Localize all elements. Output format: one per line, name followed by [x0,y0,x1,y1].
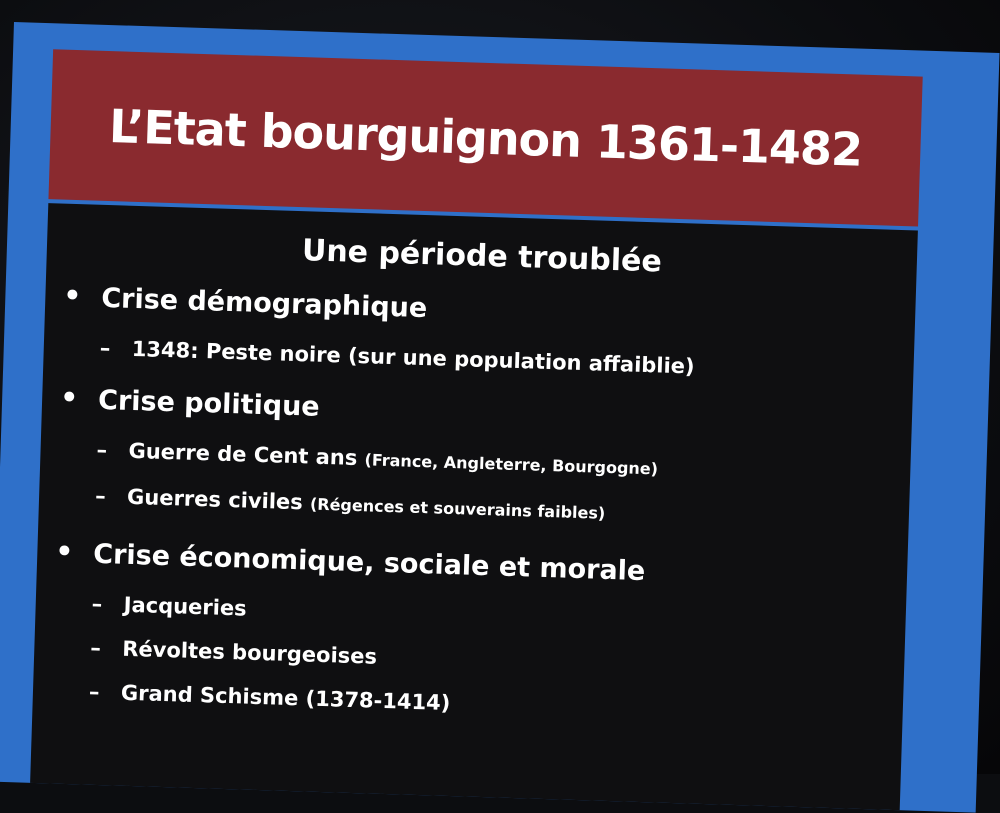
sub-item-note: (France, Angleterre, Bourgogne) [364,450,659,479]
slide-title: L’Etat bourguignon 1361-1482 [108,99,863,177]
bullet-label: Crise économique, sociale et morale [92,538,646,588]
sub-item-text: Jacqueries [123,592,248,621]
sub-item-text: Révoltes bourgeoises [121,636,378,669]
sub-item [51,676,884,732]
bullet-item [60,382,893,444]
dash-marker: – [88,679,100,705]
bullet-item [63,280,896,342]
sub-item-text: 1348: Peste noire (sur une population affaiblie) [131,336,695,379]
dash-marker: – [91,591,103,617]
bullet-list [51,272,896,732]
sub-item-text: Grand Schisme (1378-1414) [120,680,451,716]
title-bar [48,49,922,226]
sub-item-text: Guerre de Cent ans [128,438,366,471]
bullet-item [55,536,888,598]
sub-item [61,332,894,390]
sub-item-note: (Régences et souverains faibles) [309,494,606,523]
dash-marker: – [94,483,107,509]
sub-item-text: Guerres civiles [126,484,311,515]
dash-marker: – [99,335,111,361]
dash-marker: – [90,635,102,661]
dash-marker: – [96,437,108,463]
slide [0,22,1000,813]
content-panel [30,203,918,810]
sub-item [57,480,890,538]
bullet-label: Crise démographique [100,282,428,325]
slide-subtitle: Une période troublée [301,233,663,280]
bullet-label: Crise politique [97,384,321,423]
